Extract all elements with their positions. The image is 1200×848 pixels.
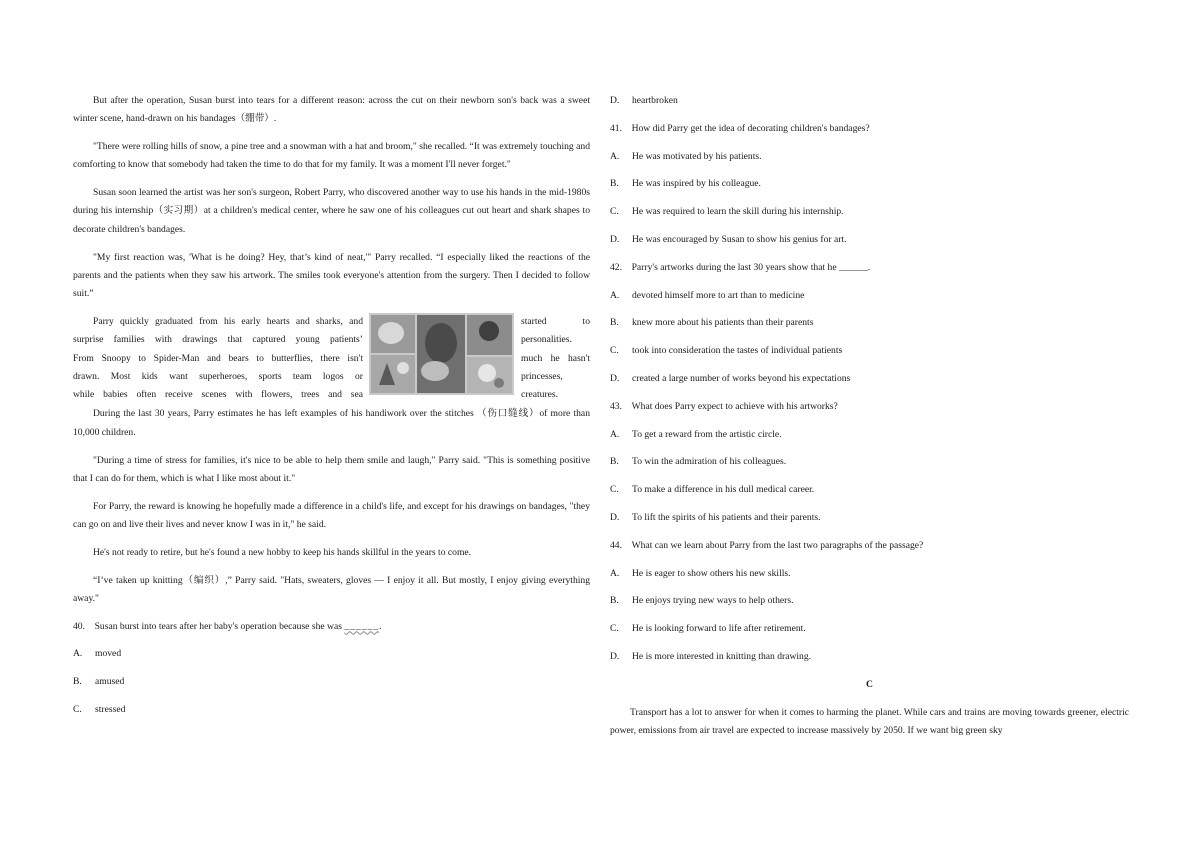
paragraph-7: "During a time of stress for families, it's nice to be able to help them smile and laugh," Parry said. "This is something positive that I can do for them, which is what I like most about it.": [73, 454, 590, 484]
option-letter: A.: [610, 150, 620, 162]
question-43-option-d[interactable]: [610, 509, 1129, 527]
question-40-blank: ______: [344, 620, 380, 632]
bandage-drawings-photo: [369, 313, 514, 395]
option-text: He was inspired by his colleague.: [632, 178, 761, 190]
paragraph-1: But after the operation, Susan burst into tears for a different reason: across the cut on their newborn son's back was a sweet winter scene, hand-drawn on his bandages（绷带）.: [73, 95, 590, 125]
option-text: He was encouraged by Susan to show his genius for art.: [632, 233, 847, 245]
option-letter: A.: [610, 428, 620, 440]
option-letter: B.: [610, 317, 619, 329]
paragraph-5-left-text: [73, 313, 363, 404]
option-text: moved: [95, 648, 122, 660]
option-letter: A.: [610, 567, 620, 579]
option-text: He was required to learn the skill during his internship.: [632, 206, 844, 218]
option-letter: D.: [610, 233, 620, 245]
question-43-option-a[interactable]: [610, 426, 1129, 444]
photo-collage-graphic: [369, 313, 514, 395]
question-44-option-a[interactable]: [610, 565, 1129, 583]
option-text: amused: [95, 676, 125, 688]
option-letter: D.: [610, 372, 620, 384]
option-letter: D.: [610, 650, 620, 662]
paragraph-4: "My first reaction was, 'What is he doing? Hey, that’s kind of neat,'" Parry recalled. “I especially liked the reactions of the parents and the patients when they saw his artwork. The smiles took everyone's attention from the surgery. Then I decided to follow suit.”: [73, 251, 590, 300]
question-42-option-b[interactable]: [610, 314, 1129, 332]
option-text: He enjoys trying new ways to help others.: [632, 595, 794, 607]
section-c-heading: C: [866, 678, 873, 690]
question-43: 43. What does Parry expect to achieve with his artworks?: [610, 400, 838, 412]
paragraph-5-with-photo: [73, 313, 590, 401]
question-43-option-c[interactable]: [610, 481, 1129, 499]
paragraph-5-line: creatures.: [521, 389, 559, 401]
option-letter: A.: [610, 289, 620, 301]
paragraph-5-line: From Snoopy to Spider-Man and bears to butterflies, there isn't: [73, 352, 363, 364]
paragraph-2: "There were rolling hills of snow, a pine tree and a snowman with a hat and broom," she recalled. “It was extremely touching and comforting to know that somebody had taken the time to do that for my family. It was a moment I'll never forget.": [73, 141, 590, 171]
question-44-option-b[interactable]: [610, 592, 1129, 610]
option-letter: B.: [73, 676, 82, 688]
question-40-option-a[interactable]: [73, 645, 590, 663]
option-letter: C.: [610, 345, 619, 357]
option-text: He is eager to show others his new skills.: [632, 567, 791, 579]
paragraph-5-line: Parry quickly graduated from his early hearts and sharks, and: [93, 315, 363, 327]
question-41-option-a[interactable]: [610, 148, 1129, 166]
right-column: [610, 92, 1129, 750]
option-text: He is looking forward to life after retirement.: [632, 623, 806, 635]
option-letter: C.: [610, 623, 619, 635]
option-letter: C.: [610, 206, 619, 218]
option-text: heartbroken: [632, 95, 678, 106]
paragraph-5-line: princesses,: [521, 370, 563, 382]
question-40-period: .: [379, 620, 382, 632]
option-letter: D.: [610, 95, 620, 106]
option-text: He was motivated by his patients.: [632, 150, 762, 162]
question-41: 41. How did Parry get the idea of decorating children's bandages?: [610, 122, 870, 134]
paragraph-5-line: drawn. Most kids want superheroes, sports team logos or: [73, 370, 363, 382]
question-44: 44. What can we learn about Parry from the last two paragraphs of the passage?: [610, 539, 924, 551]
question-43-option-b[interactable]: [610, 453, 1129, 471]
option-letter: C.: [610, 484, 619, 496]
question-40-option-c[interactable]: [73, 701, 590, 719]
question-42: 42. Parry's artworks during the last 30 years show that he ______.: [610, 261, 871, 273]
option-letter: B.: [610, 595, 619, 607]
question-42-option-c[interactable]: [610, 342, 1129, 360]
option-letter: B.: [610, 178, 619, 190]
option-text: To get a reward from the artistic circle.: [632, 428, 782, 440]
question-44-option-c[interactable]: [610, 620, 1129, 638]
paragraph-5-right-text: [521, 313, 590, 404]
paragraph-5-line: much he hasn't: [521, 352, 590, 364]
option-text: created a large number of works beyond his expectations: [632, 372, 851, 384]
option-text: To make a difference in his dull medical career.: [632, 484, 815, 496]
option-text: devoted himself more to art than to medicine: [632, 289, 805, 301]
option-letter: C.: [73, 704, 82, 716]
paragraph-3: Susan soon learned the artist was her son's surgeon, Robert Parry, who discovered another way to use his hands in the mid-1980s during his internship（实习期）at a children's medical center, where he saw one of his colleagues cut out heart and shark shapes to decorate children's bandages.: [73, 187, 590, 235]
question-41-option-b[interactable]: [610, 175, 1129, 193]
option-text: knew more about his patients than their parents: [632, 317, 814, 329]
question-40-stem: 40. Susan burst into tears after her baby's operation because she was: [73, 620, 342, 632]
paragraph-9: He's not ready to retire, but he's found a new hobby to keep his hands skillful in the years to come.: [93, 546, 472, 558]
question-40-option-b[interactable]: [73, 673, 590, 691]
option-text: To win the admiration of his colleagues.: [632, 456, 787, 468]
option-letter: D.: [610, 511, 620, 523]
question-41-option-d[interactable]: [610, 231, 1129, 249]
paragraph-6: During the last 30 years, Parry estimates he has left examples of his handiwork over the stitches （伤口缝线）of more than 10,000 children.: [73, 408, 590, 438]
paragraph-8: For Parry, the reward is knowing he hopefully made a difference in a child's life, and except for his drawings on bandages, "they can go on and live their lives and never know I was in it," he said.: [73, 500, 590, 530]
option-text: He is more interested in knitting than drawing.: [632, 650, 812, 662]
question-40: [73, 618, 590, 636]
option-letter: B.: [610, 456, 619, 468]
question-41-option-c[interactable]: [610, 203, 1129, 221]
passage-c-paragraph-1: Transport has a lot to answer for when it comes to harming the planet. While cars and trains are moving towards greener, electric power, emissions from air travel are expected to increase massively by 2050. If we want big green sky: [610, 706, 1129, 736]
paragraph-5-line: started to: [521, 315, 590, 327]
option-letter: A.: [73, 648, 83, 660]
question-42-option-a[interactable]: [610, 287, 1129, 305]
option-text: To lift the spirits of his patients and their parents.: [632, 511, 821, 523]
paragraph-5-line: surprise families with drawings that captured young patients’: [73, 334, 363, 346]
question-42-option-d[interactable]: [610, 370, 1129, 388]
paragraph-5-line: personalities.: [521, 334, 572, 346]
left-column: [73, 92, 590, 729]
question-44-option-d[interactable]: [610, 648, 1129, 666]
paragraph-5-line: while babies often receive scenes with flowers, trees and sea: [73, 389, 363, 401]
question-40-option-d[interactable]: [610, 92, 1129, 110]
option-text: took into consideration the tastes of individual patients: [632, 345, 843, 357]
option-text: stressed: [95, 704, 126, 716]
paragraph-10: “I’ve taken up knitting（编织）,” Parry said. "Hats, sweaters, gloves — I enjoy it all. But mostly, I enjoy giving everything away.": [73, 574, 590, 604]
